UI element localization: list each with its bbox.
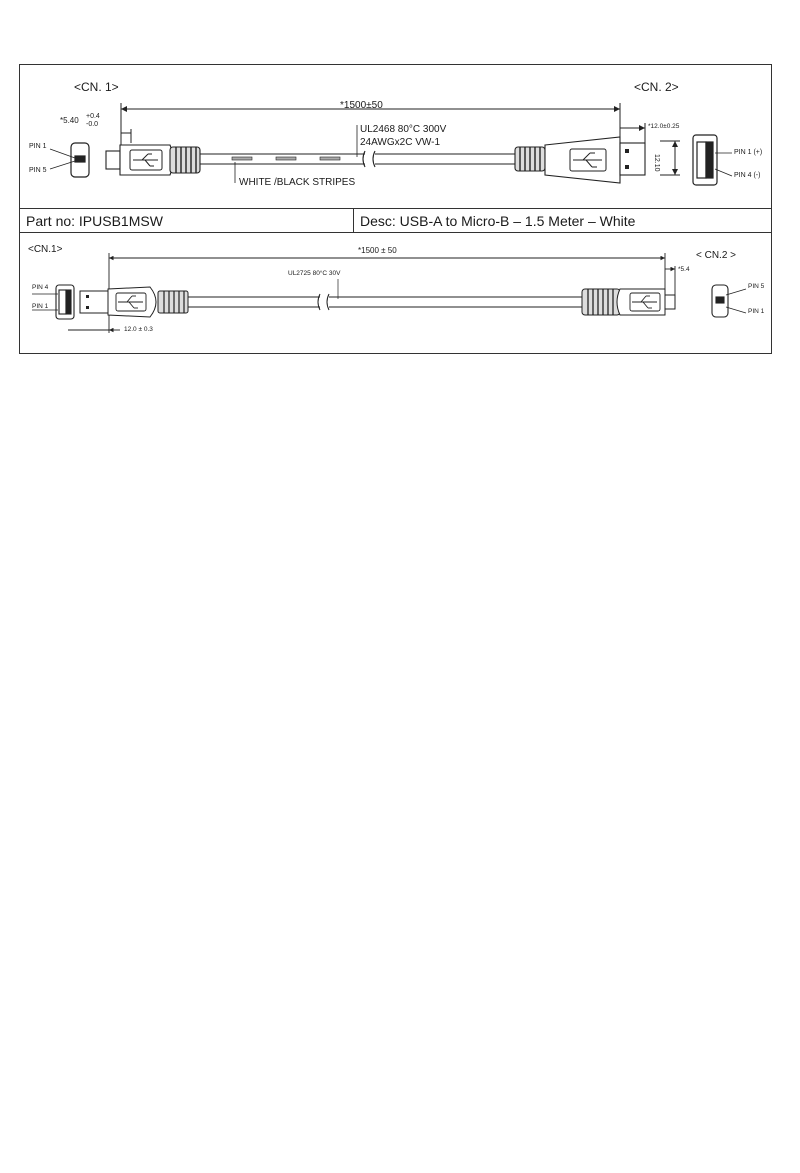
top-dim-c: 12.10 bbox=[653, 154, 660, 172]
top-dim-b: *12.0±0.25 bbox=[648, 123, 680, 130]
top-pin1-left: PIN 1 bbox=[29, 143, 47, 150]
bottom-length-dimension: *1500 ± 50 bbox=[358, 246, 397, 255]
top-cable-spec-2: 24AWGx2C VW-1 bbox=[360, 137, 441, 148]
top-pin5-left: PIN 5 bbox=[29, 167, 47, 174]
bottom-dim-a: *5.4 bbox=[678, 266, 690, 273]
top-dim-a: *5.40 bbox=[60, 116, 79, 125]
bottom-cable-spec: UL2725 80°C 30V bbox=[288, 270, 341, 277]
bottom-pin1-right: PIN 1 bbox=[748, 308, 765, 315]
info-row bbox=[20, 208, 771, 233]
top-cable-spec-1: UL2468 80°C 300V bbox=[360, 124, 447, 135]
top-cn2-label: <CN. 2> bbox=[634, 80, 679, 94]
bottom-pin5-right: PIN 5 bbox=[748, 283, 765, 290]
top-length-dimension: *1500±50 bbox=[340, 100, 383, 111]
micro-b-port-icon bbox=[712, 285, 728, 317]
top-drawing bbox=[20, 65, 771, 208]
top-pin4-right: PIN 4 (-) bbox=[734, 172, 761, 179]
top-stripes-label: WHITE /BLACK STRIPES bbox=[239, 177, 356, 188]
top-tol-plus: +0.4 bbox=[86, 113, 100, 120]
description: Desc: USB-A to Micro-B – 1.5 Meter – White bbox=[360, 212, 636, 229]
usb-a-port-icon bbox=[56, 285, 74, 319]
bottom-drawing bbox=[20, 233, 771, 353]
drawing-sheet bbox=[19, 64, 772, 354]
part-number: Part no: IPUSB1MSW bbox=[20, 209, 354, 232]
micro-b-port-icon bbox=[71, 143, 89, 177]
bottom-pin1-left: PIN 1 bbox=[32, 303, 49, 310]
bottom-dim-b: 12.0 ± 0.3 bbox=[124, 326, 153, 333]
bottom-cn2-label: < CN.2 > bbox=[696, 250, 737, 261]
usb-a-port-icon bbox=[693, 135, 717, 185]
top-cn1-label: <CN. 1> bbox=[74, 80, 119, 94]
bottom-pin4-left: PIN 4 bbox=[32, 284, 49, 291]
top-tol-minus: -0.0 bbox=[86, 121, 99, 128]
bottom-cn1-label: <CN.1> bbox=[28, 244, 63, 255]
top-pin1-right: PIN 1 (+) bbox=[734, 149, 763, 156]
